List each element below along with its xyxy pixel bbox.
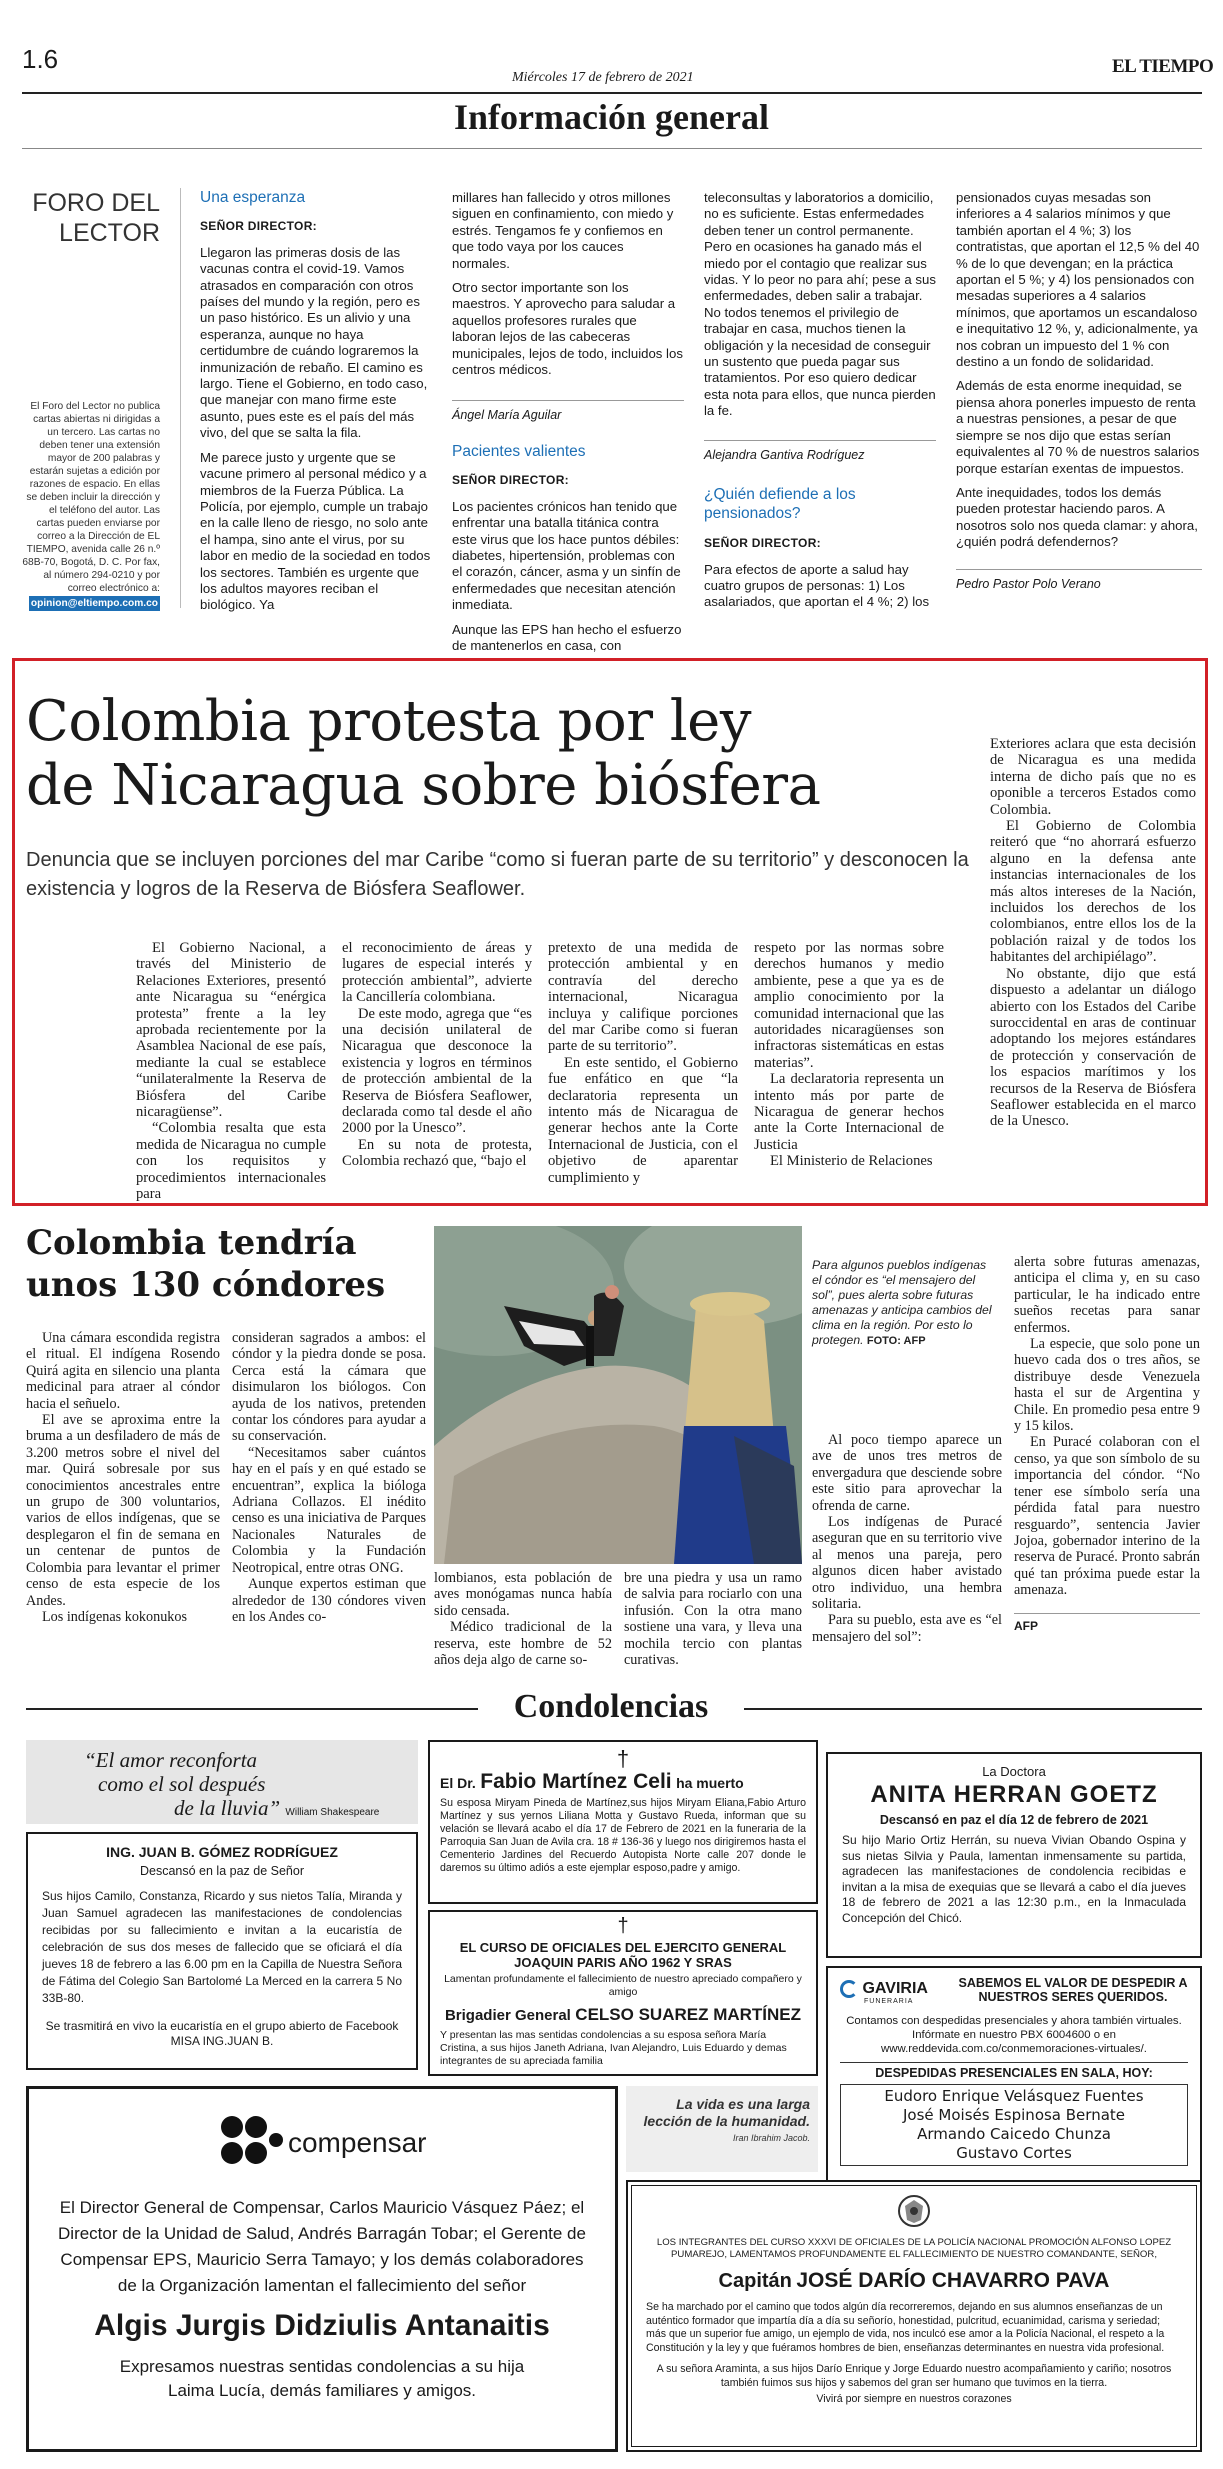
article2-col2 [232,1330,426,1625]
letter3-p3: Además de esta enorme inequidad, se piensa ahora ponerles impuesto de renta a nuestras pensiones, a pesar de que siempre se nos dijo que estas serían equivalentes al 70 % de nuestros salarios porque estarían exentas de impuestos. [956,378,1200,476]
condor-caption [812,1258,998,1349]
article1-c1: El Gobierno Nacional, a través del Ministerio de Relaciones Exteriores, presentó ante Nicaragua su “enérgica protesta” frente a la ley aprobada recientemente por la Asamblea Nacional de ese país, mediante la cual se establece “unilateralmente la Reserva de Biósfera del Caribe nicaragüense”. [136,940,326,1121]
foro-title-line1: FORO DEL [32,189,160,217]
compensar-logo [29,2113,615,2173]
martinez-heading [440,1770,806,1794]
foro-notice-text: El Foro del Lector no publica cartas abiertas ni dirigidas a un tercero. Las cartas no deben tener una extensión mayor de 200 palabras y estarán sujetas a edición por razones de espacio. En ellas se deben incluir la dirección y el teléfono del autor. Las cartas pueden enviarse por correo a la Dirección de EL TIEMPO, avenida calle 26 n.º 68B-70, Bogotá, D. C. Por fax, al número 294-0210 y por correo electrónico a: [22,401,160,594]
gaviria-list-title: DESPEDIDAS PRESENCIALES EN SALA, HOY: [840,2062,1188,2080]
article2-c1b: El ave se aproxima entre la bruma a un desfiladero de más de 3.200 metros sobre el nivel del mar. Quirá sobresale por sus conocimientos ancestrales entre un grupo de 300 voluntarios, varios de ellos indígenas, que se desplegaron el fin de semana en un centenar de puntos de Colombia para levantar el primer censo de esta especie de los Andes. [26,1412,220,1609]
letter2-signature: Alejandra Gantiva Rodríguez [704,440,936,463]
article1-c3: pretexto de una medida de protección ambiental y en contravía del derecho internacional, Nicaragua incluya y califique porciones del mar Caribe como si fueran parte de su territorio”. [548,940,738,1055]
martinez-name: Fabio Martínez Celi [480,1770,672,1793]
herran-body: Su hijo Mario Ortiz Herrán, su nueva Vivian Obando Ospina y sus nietas Silvia y Paula, lamentan inmensamente su partida, agradecen las manifestaciones de condolencia recibidas e invitan a la misa de exequias que se llevará a cabo el día jueves 18 de febrero de 2021 a las 12:30 p.m., en la Inmaculada Concepción del Chicó. [842,1833,1186,1925]
letter2-heading: Pacientes valientes [452,442,586,460]
article2-col3 [434,1570,612,1668]
article2-c5b: Los indígenas de Puracé aseguran que en su territorio vive al menos una pareja, pero algunos dicen haber avistado otro individuo, una hembra solitaria. [812,1514,1002,1613]
compensar-brand: compensar [287,2127,427,2158]
herran-name: ANITA HERRAN GOETZ [870,1781,1158,1808]
gaviria-body: Contamos con despedidas presenciales y ahora también virtuales. Infórmate en nuestro PBX 6004600 o en www.reddevida.com.co/conmemoraciones-virtuales/. [846,2015,1182,2055]
letter2-col3 [704,190,936,619]
letter1-signature: Ángel María Aguilar [452,400,684,423]
obituary-compensar [26,2086,618,2452]
article1-c5: Exteriores aclara que esta decisión de Nicaragua es una medida interna de dicho país que no es oponible a terceros Estados como Colombia. [990,736,1196,818]
edition-date: Miércoles 17 de febrero de 2021 [512,70,694,85]
letter1-p3: millares han fallecido y otros millones siguen en confinamiento, con miedo y estrés. Tengamos fe y confiemos en que todo vaya por los cauces normales. [452,190,674,271]
chavarro-intro: LOS INTEGRANTES DEL CURSO XXXVI DE OFICIALES DE LA POLICÍA NACIONAL PROMOCIÓN ALFONSO LOPEZ PUMAREJO, LAMENTAMOS PROFUNDAMENTE EL FALLECIMIENTO DE NUESTRO COMANDANTE, SEÑOR, [656,2237,1172,2260]
article2-col5 [812,1432,1002,1645]
herran-pre: La Doctora [982,1764,1046,1779]
letter1-p2: Me parece justo y urgente que se vacune primero al personal médico y a miembros de la Fuerza Pública. La Policía, por ejemplo, cumple un trabajo en la calle lleno de riesgo, no solo ante el hampa, sino ante el virus, por su labor en medio de la sociedad en todos los sectores. También es urgente que los adultos mayores reciban el biológico. Ya [200,449,431,613]
shakespeare-quote [26,1740,418,1824]
article2-c5c: Para su pueblo, esta ave es “el mensajero del sol”: [812,1612,1002,1645]
gaviria-name-3: Armando Caicedo Chunza [917,2125,1111,2143]
foro-divider [180,188,181,608]
article2-title [26,1222,426,1306]
vida-text [644,2096,810,2147]
article2-col1 [26,1330,220,1625]
gaviria-brand: GAVIRIA [862,1980,928,1997]
article1-title-line2: de Nicaragua sobre biósfera [26,753,821,818]
letter3-p2: pensionados cuyas mesadas son inferiores a 4 salarios mínimos y que también aportan el 4 %; 3) los contratistas, que aportan el 12,5 % del 40 % de lo que devengan; en la práctica aportan el 5 %; y 4) los pensionados con mesadas superiores a 4 salarios mínimos, que aportamos un escandaloso e inequitativo 12 %, y, adicionalmente, ya nos cobran un impuesto del 1 % con destino a un fondo de solidaridad. [956,190,1200,370]
quote-text [84,1748,379,1825]
article2-c2: consideran sagrados a ambos: el cóndor y la piedra donde se posa. Cerca está la cámara que disimularon los biólogos. Con ayuda de los nativos, pretenden contar los cóndores para ayudar a su conservación. [232,1330,426,1445]
gaviria-headline: SABEMOS EL VALOR DE DESPEDIR A NUESTROS SERES QUERIDOS. [958,1976,1188,2004]
article2-title-line2: unos 130 cóndores [26,1265,386,1305]
obituary-gomez [26,1832,418,2070]
page-number: 1.6 [22,44,59,74]
suarez-name-line [440,2005,806,2025]
letter3-p1: Para efectos de aporte a salud hay cuatro grupos de personas: 1) Los asalariados, que aportan el 4 %; 2) los [704,561,930,610]
foro-title-line2: LECTOR [59,219,160,247]
letter2-p1: Los pacientes crónicos han tenido que enfrentar una batalla titánica contra este virus que los hace puntos débiles: diabetes, hipertensión, problemas con el corazón, cáncer, asma y un sinfín de enfermedades que necesitan atención inmediata. [452,498,681,613]
quote-line3 [84,1796,379,1825]
chavarro-name-line [646,2269,1182,2293]
article2-c6c: En Puracé colaboran con el censo, ya que son símbolo de su importancia del cóndor. “No tener ese símbolo sería una pérdida fatal para nuestro resguardo”, sentencia Javier Jojoa, gobernador interino de la reserva de Puracé. Pronto sabrán qué tan próxima puede estar la amenaza. [1014,1434,1200,1599]
article2-c1c: Los indígenas kokonukos [42,1608,188,1625]
article1-c2c: En su nota de protesta, Colombia rechazó que, “bajo el [342,1136,532,1170]
article1-title [26,690,986,818]
police-emblem-icon [897,2194,931,2228]
article1-c1b: “Colombia resalta que esta medida de Nicaragua no cumple con los requisitos y procedimientos internacionales para [136,1120,326,1203]
article2-c6b: La especie, que solo pone un huevo cada dos o tres años, se distribuye desde Venezuela hasta el sur de Argentina y Chile. En promedio pesa entre 9 y 15 kilos. [1014,1336,1200,1435]
gaviria-logo [840,1980,950,2005]
condolencias-rule-right [744,1708,1202,1710]
martinez-prefix: El Dr. [440,1775,476,1791]
compensar-name: Algis Jurgis Didziulis Antanaitis [94,2309,550,2342]
gaviria-name-1: Eudoro Enrique Velásquez Fuentes [884,2087,1144,2105]
article1-deck: Denuncia que se incluyen porciones del mar Caribe “como si fueran parte de su territorio” y desconocen la existencia y logros de la Reserva de Biósfera Seaflower. [26,849,969,900]
article1-col4 [754,940,944,1170]
article2-title-line1: Colombia tendría [26,1223,357,1263]
gaviria-brand-sub: FUNERARIA [864,1998,914,2006]
martinez-body: Su esposa Miryam Pineda de Martínez,sus hijos Miryam Eliana,Fabio Arturo Martínez y sus yernos Liliana Motta y Gustavo Rueda, informan que su velación se llevará acabo el día 17 de Febrero de 2021 en la funeraria de la Parroquia San Juan de Avila cra. 18 # 136-36 y luego nos dirigiremos hasta el Cementerio Jardines del Recuerdo Autopista Norte calle 207 donde le daremos su último adiós a este ejemplar esposo,padre y amigo. [440,1797,806,1874]
article2-c5: Al poco tiempo aparece un ave de unos tres metros de envergadura que desciende sobre este sitio para aprovechar la ofrenda de carne. [812,1432,1002,1514]
suarez-rank: Brigadier General [444,2007,571,2024]
suarez-name: CELSO SUAREZ MARTÍNEZ [575,2005,802,2024]
article1-title-line1: Colombia protesta por ley [26,689,751,754]
condolencias-rule-left [26,1708,478,1710]
letter2-p3: teleconsultas y laboratorios a domicilio, no es suficiente. Estas enfermedades deben tener un control permanente. Pero en ocasiones ha ganado más el miedo por el contagio que realizar sus vidas. Y lo peor no para ahí; pese a sus enfermedades, deben salir a trabajar. No todos tenemos el privilegio de trabajar en casa, muchos tienen la obligación y la necesidad de conseguir un sustento que pueda pagar sus tratamientos. Por eso quiero dedicar esta nota para ellos, que nunca pierden la fe. [704,190,936,419]
condor-photo [434,1226,802,1564]
article1-col2 [342,940,532,1170]
vida-author: Iran Ibrahim Jacob. [732,2133,810,2143]
letter3-col4 [956,190,1202,592]
article1-c4: respeto por las normas sobre derechos humanos y medio ambiente, pese a que ya es de amplio conocimiento por la comunidad internacional que las autoridades nicaragüenses son infractoras sistemáticas en estas materias”. [754,940,944,1071]
gomez-note: Se trasmitirá en vivo la eucaristía en el grupo abierto de Facebook MISA ING.JUAN B. [45,2019,399,2048]
suarez-cross: † [617,1915,629,1937]
article2-c6: alerta sobre futuras amenazas, anticipa el clima y, en su caso particular, le ha indicado entre sueños recetas para sanar enfermos. [1014,1254,1200,1336]
chavarro-name: JOSÉ DARÍO CHAVARRO PAVA [796,2269,1110,2292]
chavarro-body: Se ha marchado por el camino que todos algún día recorreremos, dejando en sus alumnos enseñanzas de un auténtico formador que impartía día a día su señorío, honestidad, pulcritud, ecuanimidad, carisma y seriedad; más que un superior fue amigo, un ejemplo de vida, nos inculcó ese amor a la Policía Nacional, el respeto a la Constitución y la ley y que fuéramos hombres de bien, enseñanzas determinantes en nuestra vida profesional. [646,2301,1165,2354]
gaviria-name-4: Gustavo Cortes [956,2144,1072,2162]
article2-c3b: Médico tradicional de la reserva, este hombre de 52 años deja algo de carne so- [434,1619,612,1669]
gomez-body: Sus hijos Camilo, Constanza, Ricardo y sus nietos Talía, Miranda y Juan Samuel agradecen las manifestaciones de condolencias recibidas por su fallecimiento e invitan a la eucaristía de celebración de sus dos meses de fallecido que se oficiará el día jueves 18 de febrero a las 6.00 pm en la Capilla de Nuestra Señora de Fátima del Colegio San Bartolomé La Merced en la carrera 5 No 33B-80. [42,1889,402,2005]
article2-c2b: “Necesitamos saber cuántos hay en el país y en qué estado se encuentran”, explica la bióloga Adriana Collazos. El inédito censo es una iniciativa de Parques Nacionales Naturales de Colombia y la Fundación Neotropical, entre otras ONG. [232,1444,426,1576]
suarez-body: Y presentan las mas sentidas condolencias a su esposa señora María Cristina, a sus hijos Janeth Adriana, Ivan Alejandro, Luis Eduardo y demas integrantes de su apreciada familia [440,2029,787,2067]
article1-c4c: El Ministerio de Relaciones [770,1153,933,1170]
letter1-p1: Llegaron las primeras dosis de las vacunas contra el covid-19. Vamos atrasados en comparación con otros países del mundo y la región, pero es un paso histórico. Es un alivio y una esperanza, aunque no haya certidumbre de cuándo lograremos la inmunización de rebaño. El camino es largo. Tiene el Gobierno, en todo caso, que manejar con mano firme este asunto, pues este es el país del más vivo, del que se salta la fila. [200,244,428,441]
article2-c3: lombianos, esta población de aves monógamas nunca había sido censada. [434,1570,612,1619]
quote-author: William Shakespeare [285,1807,380,1818]
letter2-salutation: SEÑOR DIRECTOR: [452,473,569,488]
foro-notice [22,400,160,611]
article1-c3b: En este sentido, el Gobierno fue enfático en que “la declaratoria representa un intento más de Nicaragua de generar hechos ante la Corte Internacional de Justicia, con el objetivo de aparentar cumplimiento y [548,1054,738,1186]
martinez-cross: † [616,1746,630,1771]
compensar-closing: Expresamos nuestras sentidas condolencias a su hija Laima Lucía, demás familiares y amigos. [119,2357,525,2400]
obituary-chavarro [626,2180,1202,2452]
article2-byline: AFP [1014,1613,1200,1634]
obituary-herran [826,1752,1202,1958]
vida-line1: La vida es una larga [676,2096,810,2112]
letter1-salutation: SEÑOR DIRECTOR: [200,219,317,234]
article2-c2c: Aunque expertos estiman que alrededor de 130 cóndores viven en los Andes co- [232,1576,426,1625]
letter3-p4: Ante inequidades, todos los demás pueden protestar haciendo paros. A nosotros solo nos queda clamar: y ahora, ¿quién podrá defendernos? [956,484,1198,550]
letter1-col1 [200,190,432,622]
gomez-rest: Descansó en la paz de Señor [140,1864,304,1878]
letter3-salutation: SEÑOR DIRECTOR: [704,536,821,551]
article1-c5b: El Gobierno de Colombia reiteró que “no ahorrará esfuerzo alguno en la defensa ante instancias internacionales de los más altos intereses de la Nación, incluidos los derechos de los colombianos, entre ellos los de la población raizal y de todos los habitantes del archipiélago”. [990,818,1196,966]
chavarro-closing: A su señora Araminta, a sus hijos Darío Enrique y Jorge Eduardo nuestro acompañamiento y cariño; nosotros también fuimos sus hijos y sabemos del gran ser humano que tuvimos en la tierra. [656,2363,1172,2389]
article1-c2: el reconocimiento de áreas y lugares de especial interés y protección ambiental”, advierte la Cancillería colombiana. [342,940,532,1006]
letter1-col2 [452,190,684,662]
condor-photo-credit: FOTO: AFP [866,1335,926,1347]
vida-line2: lección de la humanidad. [643,2113,810,2129]
foro-title [22,188,160,248]
section-rule [22,148,1202,149]
quote-line2: como el sol después [98,1772,266,1796]
quote-line1: “El amor reconforta [84,1748,258,1772]
funeraria-gaviria [826,1966,1202,2182]
article1-col3 [548,940,738,1186]
letter3-signature: Pedro Pastor Polo Verano [956,569,1202,592]
martinez-suffix: ha muerto [676,1775,744,1791]
obituary-suarez [428,1910,818,2076]
article2-col6 [1014,1254,1200,1634]
gaviria-name-2: José Moisés Espinosa Bernate [903,2106,1125,2124]
letter1-heading: Una esperanza [200,189,306,206]
article1-col5 [990,736,1196,1130]
condor-photo-illustration [434,1226,802,1564]
vida-quote [626,2086,818,2172]
gomez-name: ING. JUAN B. GÓMEZ RODRÍGUEZ [106,1844,338,1860]
obituary-martinez [428,1740,818,1904]
article2-col4 [624,1570,802,1668]
condor-caption-text: Para algunos pueblos indígenas el cóndor es “el mensajero del sol”, pues alerta sobre futuras amenazas y anticipa cambios del clima en la región. Por esto lo protegen. [812,1258,992,1347]
letter2-p2: Aunque las EPS han hecho el esfuerzo de mantenerlos en casa, con [452,621,682,653]
herran-rest: Descansó en paz el día 12 de febrero de 2021 [879,1813,1149,1827]
article1-c4b: La declaratoria representa un intento más por parte de Nicaragua de generar hechos ante la Corte Internacional de Justicia [754,1071,944,1153]
article1-c2b: De este modo, agrega que “es una decisión unilateral de Nicaragua que desconoce la existencia y logros en términos de protección ambiental de la Reserva de Biósfera Seaflower, declarada como tal desde el año 2000 por la Unesco”. [342,1005,532,1137]
header-rule [22,92,1202,94]
gaviria-list [840,2084,1188,2166]
chavarro-last: Vivirá por siempre en nuestros corazones [816,2392,1012,2405]
suarez-title: EL CURSO DE OFICIALES DEL EJERCITO GENERAL JOAQUIN PARIS AÑO 1962 Y SRAS [459,1940,787,1970]
chavarro-rank: Capitán [718,2270,792,2292]
condolencias-title: Condolencias [513,1688,709,1725]
section-title: Información general [454,97,769,137]
compensar-body: El Director General de Compensar, Carlos Mauricio Vásquez Páez; el Director de la Unidad de Salud, Andrés Barragán Tobar; el Gerente de Compensar EPS, Mauricio Serra Tamayo; y los demás colaboradores de la Organización lamentan el fallecimiento del señor [58,2198,586,2295]
article2-c1: Una cámara escondida registra el ritual. El indígena Rosendo Quirá agita en silencio una planta medicinal para atraer al cóndor hacia el señuelo. [26,1330,220,1412]
article1-col1 [136,940,326,1203]
quote-line3-text: de la lluvia” [174,1796,281,1820]
article1-c5c: No obstante, dijo que está dispuesto a adelantar un diálogo abierto con los Estados del Caribe suroccidental en aras de continuar adoptando los mejores estándares de protección y conservación de los espacios marítimos y los recursos de la Reserva de Biósfera Seaflower establecida en el marco de la Unesco. [990,965,1196,1130]
gaviria-logo-icon [840,1980,858,1998]
letter3-heading: ¿Quién defiende a los pensionados? [704,486,856,523]
suarez-sub: Lamentan profundamente el fallecimiento de nuestro apreciado compañero y amigo [444,1973,802,1998]
brand-logo: EL TIEMPO [1112,56,1214,77]
compensar-logo-icon [218,2113,284,2173]
foro-email[interactable]: opinion@eltiempo.com.co [30,598,158,609]
article2-c4: bre una piedra y usa un ramo de salvia para rociarlo con una infusión. Con la otra mano sostiene una vara, y lleva una mochila tercio con plantas curativas. [624,1570,802,1669]
letter1-p4: Otro sector importante son los maestros. Y aprovecho para saludar a aquellos profesores rurales que laboran lejos de las cabeceras municipales, lejos de todo, incluidos los centros médicos. [452,280,683,378]
